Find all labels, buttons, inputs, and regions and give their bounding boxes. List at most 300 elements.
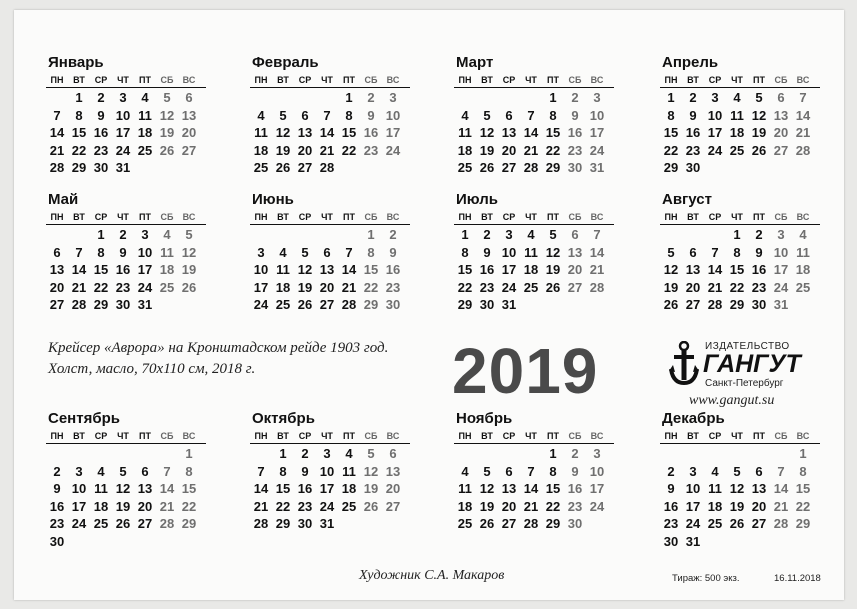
weekday-label: ЧТ (321, 431, 333, 441)
day-cell: 14 (773, 481, 789, 496)
day-cell: 21 (589, 262, 605, 277)
days-grid (250, 89, 410, 177)
weekday-label: СБ (568, 212, 582, 222)
day-cell: 15 (545, 125, 561, 140)
empty-cell (46, 89, 68, 107)
day-cell: 21 (253, 498, 269, 514)
weekday-label: СР (298, 75, 312, 85)
weekday-label: ПТ (343, 212, 355, 222)
weekday-label: ПН (458, 75, 472, 85)
empty-cell (90, 445, 112, 463)
day-cell: 19 (363, 481, 379, 496)
day-cell: 14 (253, 481, 269, 496)
day-cell: 11 (94, 481, 108, 496)
day-cell: 30 (385, 297, 401, 312)
day-cell: 9 (119, 244, 127, 260)
day-cell: 30 (567, 160, 583, 175)
day-cell: 5 (483, 107, 491, 123)
days-grid (454, 89, 614, 177)
day-cell: 17 (253, 279, 269, 295)
day-cell: 8 (549, 463, 557, 479)
day-cell: 27 (773, 142, 789, 158)
day-cell: 6 (301, 107, 309, 123)
day-cell: 29 (457, 297, 473, 312)
day-cell: 10 (115, 107, 131, 123)
month-february (250, 54, 410, 177)
month-name: Октябрь (252, 410, 315, 427)
day-cell: 31 (319, 516, 335, 531)
day-cell: 7 (257, 463, 265, 479)
day-cell: 3 (257, 244, 265, 260)
day-cell: 23 (115, 279, 131, 295)
day-cell: 28 (589, 279, 605, 295)
day-cell: 4 (461, 463, 469, 479)
day-cell: 5 (301, 244, 309, 260)
day-cell: 19 (297, 279, 313, 295)
day-cell: 13 (49, 262, 65, 277)
day-cell: 9 (689, 107, 697, 123)
weekday-label: ПТ (547, 212, 559, 222)
day-cell: 30 (663, 533, 679, 549)
empty-cell (156, 445, 178, 463)
day-cell: 6 (689, 244, 697, 260)
publisher-city: Санкт-Петербург (705, 378, 784, 389)
day-cell: 27 (501, 160, 517, 175)
day-cell: 28 (49, 160, 65, 175)
day-cell: 6 (185, 90, 193, 105)
day-cell: 18 (137, 125, 153, 140)
day-cell: 9 (755, 244, 763, 260)
day-cell: 14 (319, 125, 335, 140)
day-cell: 3 (711, 90, 719, 105)
day-cell: 3 (323, 446, 331, 461)
day-cell: 12 (297, 262, 313, 277)
day-cell: 7 (527, 463, 535, 479)
day-cell: 5 (119, 463, 127, 479)
day-cell: 10 (137, 244, 153, 260)
day-cell: 12 (181, 244, 197, 260)
day-cell: 31 (115, 160, 131, 175)
weekday-label: ПН (664, 75, 678, 85)
day-cell: 24 (685, 516, 701, 531)
days-grid (250, 226, 410, 314)
empty-cell (68, 226, 90, 244)
day-cell: 20 (319, 279, 335, 295)
day-cell: 14 (49, 125, 65, 140)
day-cell: 14 (795, 107, 811, 123)
day-cell: 9 (571, 463, 579, 479)
weekday-header (454, 75, 614, 88)
day-cell: 25 (457, 516, 473, 531)
day-cell: 16 (663, 498, 679, 514)
month-name: Ноябрь (456, 410, 513, 427)
day-cell: 8 (367, 244, 375, 260)
day-cell: 22 (341, 142, 357, 158)
day-cell: 25 (93, 516, 109, 531)
empty-cell (682, 226, 704, 244)
empty-cell (294, 226, 316, 244)
day-cell: 27 (137, 516, 153, 531)
day-cell: 11 (160, 244, 174, 260)
weekday-label: ВТ (277, 431, 289, 441)
empty-cell (250, 445, 272, 463)
day-cell: 20 (501, 142, 517, 158)
empty-cell (316, 89, 338, 107)
day-cell: 23 (363, 142, 379, 158)
empty-cell (704, 226, 726, 244)
weekday-label: ВТ (277, 212, 289, 222)
days-grid (454, 226, 614, 314)
day-cell: 16 (115, 262, 131, 277)
day-cell: 12 (479, 125, 495, 140)
day-cell: 1 (733, 227, 741, 242)
day-cell: 22 (93, 279, 109, 295)
day-cell: 29 (795, 516, 811, 531)
day-cell: 9 (301, 463, 309, 479)
day-cell: 26 (545, 279, 561, 295)
day-cell: 5 (279, 107, 287, 123)
empty-cell (476, 89, 498, 107)
day-cell: 14 (523, 481, 539, 496)
day-cell: 30 (297, 516, 313, 531)
day-cell: 20 (137, 498, 153, 514)
day-cell: 10 (253, 262, 269, 277)
day-cell: 3 (119, 90, 127, 105)
day-cell: 22 (663, 142, 679, 158)
day-cell: 21 (523, 142, 539, 158)
month-december (660, 410, 820, 550)
day-cell: 23 (567, 498, 583, 514)
day-cell: 26 (115, 516, 131, 531)
month-name: Июль (456, 191, 498, 208)
artist-credit: Художник С.А. Макаров (359, 568, 505, 583)
weekday-label: ЧТ (321, 212, 333, 222)
weekday-label: ЧТ (117, 431, 129, 441)
day-cell: 11 (796, 244, 810, 260)
day-cell: 28 (707, 297, 723, 312)
weekday-label: ПН (254, 75, 268, 85)
weekday-label: ПТ (547, 75, 559, 85)
day-cell: 1 (345, 90, 353, 105)
caption-line-2: Холст, масло, 70х110 см, 2018 г. (48, 361, 256, 377)
weekday-label: ПН (458, 431, 472, 441)
day-cell: 25 (795, 279, 811, 295)
day-cell: 20 (751, 498, 767, 514)
weekday-header (46, 212, 206, 225)
day-cell: 23 (479, 279, 495, 295)
empty-cell (520, 445, 542, 463)
day-cell: 13 (685, 262, 701, 277)
weekday-label: ПН (50, 212, 64, 222)
day-cell: 24 (137, 279, 153, 295)
day-cell: 25 (523, 279, 539, 295)
day-cell: 15 (729, 262, 745, 277)
day-cell: 14 (523, 125, 539, 140)
print-run: Тираж: 500 экз. (672, 573, 740, 584)
days-grid (46, 89, 206, 177)
weekday-label: ЧТ (117, 75, 129, 85)
day-cell: 10 (589, 463, 605, 479)
day-cell: 13 (385, 463, 401, 479)
day-cell: 4 (461, 107, 469, 123)
day-cell: 11 (254, 125, 268, 140)
day-cell: 17 (707, 125, 723, 140)
weekday-label: ПН (50, 431, 64, 441)
day-cell: 18 (795, 262, 811, 277)
weekday-label: ПТ (139, 431, 151, 441)
month-name: Май (48, 191, 79, 208)
day-cell: 3 (689, 463, 697, 479)
day-cell: 11 (730, 107, 744, 123)
day-cell: 23 (751, 279, 767, 295)
day-cell: 21 (523, 498, 539, 514)
weekday-label: СР (502, 75, 516, 85)
day-cell: 18 (159, 262, 175, 277)
day-cell: 18 (457, 498, 473, 514)
day-cell: 14 (341, 262, 357, 277)
empty-cell (454, 445, 476, 463)
weekday-label: СР (94, 212, 108, 222)
empty-cell (46, 226, 68, 244)
day-cell: 24 (589, 142, 605, 158)
weekday-label: ВТ (73, 431, 85, 441)
day-cell: 28 (71, 297, 87, 312)
day-cell: 3 (593, 90, 601, 105)
day-cell: 6 (323, 244, 331, 260)
weekday-header (46, 75, 206, 88)
day-cell: 28 (795, 142, 811, 158)
day-cell: 2 (571, 90, 579, 105)
day-cell: 21 (707, 279, 723, 295)
weekday-label: ВС (796, 212, 810, 222)
weekday-label: ПН (50, 75, 64, 85)
day-cell: 1 (367, 227, 375, 242)
day-cell: 7 (53, 107, 61, 123)
day-cell: 19 (479, 498, 495, 514)
day-cell: 18 (523, 262, 539, 277)
month-november (454, 410, 614, 533)
weekday-label: ВТ (687, 75, 699, 85)
day-cell: 1 (667, 90, 675, 105)
day-cell: 7 (345, 244, 353, 260)
day-cell: 6 (505, 107, 513, 123)
day-cell: 2 (571, 446, 579, 461)
day-cell: 7 (799, 90, 807, 105)
day-cell: 19 (275, 142, 291, 158)
day-cell: 21 (49, 142, 65, 158)
day-cell: 7 (711, 244, 719, 260)
weekday-label: СР (94, 431, 108, 441)
day-cell: 7 (323, 107, 331, 123)
day-cell: 30 (115, 297, 131, 312)
day-cell: 9 (483, 244, 491, 260)
weekday-label: СБ (364, 212, 378, 222)
month-april (660, 54, 820, 177)
day-cell: 20 (567, 262, 583, 277)
days-grid (46, 226, 206, 314)
day-cell: 17 (137, 262, 153, 277)
day-cell: 4 (733, 90, 741, 105)
day-cell: 8 (799, 463, 807, 479)
weekday-label: ВТ (73, 212, 85, 222)
empty-cell (294, 89, 316, 107)
day-cell: 13 (137, 481, 153, 496)
day-cell: 8 (549, 107, 557, 123)
empty-cell (68, 445, 90, 463)
day-cell: 9 (571, 107, 579, 123)
day-cell: 19 (663, 279, 679, 295)
day-cell: 17 (115, 125, 131, 140)
day-cell: 23 (685, 142, 701, 158)
day-cell: 8 (667, 107, 675, 123)
day-cell: 13 (773, 107, 789, 123)
weekday-label: СБ (364, 431, 378, 441)
weekday-label: ЧТ (321, 75, 333, 85)
weekday-label: ПТ (753, 75, 765, 85)
day-cell: 10 (501, 244, 517, 260)
day-cell: 23 (663, 516, 679, 531)
weekday-label: ВС (386, 75, 400, 85)
day-cell: 8 (345, 107, 353, 123)
days-grid (46, 445, 206, 550)
day-cell: 24 (71, 516, 87, 531)
day-cell: 19 (545, 262, 561, 277)
caption-line-1: Крейсер «Аврора» на Кронштадском рейде 1903 год. (48, 340, 389, 356)
weekday-label: СБ (568, 75, 582, 85)
day-cell: 29 (545, 160, 561, 175)
day-cell: 19 (729, 498, 745, 514)
day-cell: 5 (667, 244, 675, 260)
day-cell: 1 (97, 227, 105, 242)
day-cell: 17 (71, 498, 87, 514)
day-cell: 11 (276, 262, 290, 277)
day-cell: 21 (341, 279, 357, 295)
weekday-header (660, 431, 820, 444)
day-cell: 20 (501, 498, 517, 514)
weekday-label: ВТ (687, 431, 699, 441)
day-cell: 12 (663, 262, 679, 277)
day-cell: 18 (253, 142, 269, 158)
day-cell: 31 (501, 297, 517, 312)
publisher-url: www.gangut.su (689, 393, 775, 408)
empty-cell (112, 445, 134, 463)
day-cell: 8 (75, 107, 83, 123)
day-cell: 22 (795, 498, 811, 514)
weekday-label: СБ (160, 75, 174, 85)
day-cell: 21 (795, 125, 811, 140)
day-cell: 16 (93, 125, 109, 140)
day-cell: 3 (389, 90, 397, 105)
day-cell: 30 (49, 533, 65, 549)
weekday-label: СБ (774, 75, 788, 85)
weekday-label: ВТ (73, 75, 85, 85)
day-cell: 8 (733, 244, 741, 260)
day-cell: 26 (751, 142, 767, 158)
day-cell: 5 (163, 90, 171, 105)
day-cell: 22 (275, 498, 291, 514)
day-cell: 20 (685, 279, 701, 295)
calendar-card (14, 10, 844, 600)
day-cell: 16 (363, 125, 379, 140)
day-cell: 2 (53, 463, 61, 479)
empty-cell (46, 445, 68, 463)
day-cell: 22 (181, 498, 197, 514)
days-grid (454, 445, 614, 533)
weekday-header (250, 431, 410, 444)
day-cell: 11 (458, 481, 472, 496)
day-cell: 9 (667, 481, 675, 496)
month-march (454, 54, 614, 177)
weekday-label: СБ (774, 431, 788, 441)
day-cell: 15 (71, 125, 87, 140)
day-cell: 11 (342, 463, 356, 479)
days-grid (660, 445, 820, 550)
day-cell: 2 (755, 227, 763, 242)
day-cell: 13 (751, 481, 767, 496)
day-cell: 14 (589, 244, 605, 260)
weekday-label: ВС (182, 75, 196, 85)
month-august (660, 191, 820, 314)
day-cell: 6 (505, 463, 513, 479)
weekday-label: ВТ (481, 212, 493, 222)
day-cell: 28 (341, 297, 357, 312)
month-name: Апрель (662, 54, 719, 71)
day-cell: 5 (549, 227, 557, 242)
day-cell: 27 (567, 279, 583, 295)
day-cell: 27 (297, 160, 313, 175)
day-cell: 1 (549, 446, 557, 461)
month-name: Январь (48, 54, 104, 71)
weekday-label: СБ (160, 431, 174, 441)
empty-cell (498, 89, 520, 107)
day-cell: 22 (729, 279, 745, 295)
day-cell: 5 (733, 463, 741, 479)
day-cell: 1 (549, 90, 557, 105)
day-cell: 18 (275, 279, 291, 295)
day-cell: 20 (773, 125, 789, 140)
day-cell: 2 (97, 90, 105, 105)
weekday-label: СР (298, 431, 312, 441)
day-cell: 28 (253, 516, 269, 531)
day-cell: 27 (685, 297, 701, 312)
day-cell: 27 (319, 297, 335, 312)
day-cell: 21 (319, 142, 335, 158)
day-cell: 26 (363, 498, 379, 514)
day-cell: 9 (97, 107, 105, 123)
day-cell: 29 (363, 297, 379, 312)
day-cell: 4 (163, 227, 171, 242)
day-cell: 12 (159, 107, 175, 123)
day-cell: 18 (93, 498, 109, 514)
day-cell: 12 (545, 244, 561, 260)
day-cell: 4 (527, 227, 535, 242)
day-cell: 26 (479, 160, 495, 175)
weekday-header (250, 212, 410, 225)
day-cell: 22 (545, 142, 561, 158)
weekday-label: ПТ (139, 212, 151, 222)
weekday-header (454, 431, 614, 444)
day-cell: 24 (501, 279, 517, 295)
day-cell: 28 (773, 516, 789, 531)
day-cell: 12 (275, 125, 291, 140)
day-cell: 15 (363, 262, 379, 277)
weekday-header (454, 212, 614, 225)
day-cell: 30 (479, 297, 495, 312)
publisher-logo (669, 341, 829, 411)
day-cell: 26 (181, 279, 197, 295)
month-name: Декабрь (662, 410, 725, 427)
empty-cell (316, 226, 338, 244)
